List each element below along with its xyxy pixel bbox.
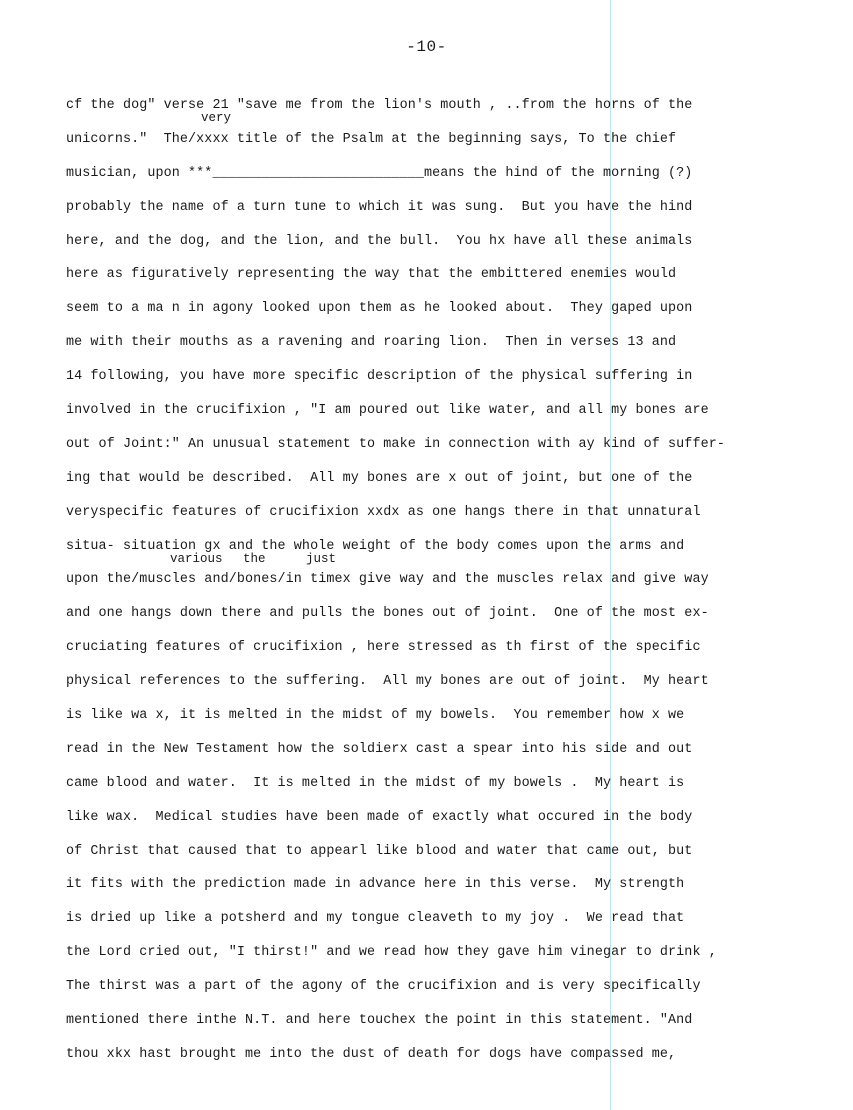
interlinear-insertion: the (243, 552, 266, 566)
text-line: is dried up like a potsherd and my tongue cleaveth to my joy . We read that (66, 911, 685, 927)
typewritten-body (66, 95, 766, 1078)
text-line: seem to a ma n in agony looked upon them as he looked about. They gaped upon (66, 301, 693, 317)
text-line: cruciating features of crucifixion , here stressed as th first of the specific (66, 640, 701, 656)
text-line: involved in the crucifixion , "I am poured out like water, and all my bones are (66, 403, 709, 419)
text-line: 14 following, you have more specific description of the physical suffering in (66, 369, 693, 385)
text-line: probably the name of a turn tune to which it was sung. But you have the hind (66, 199, 693, 215)
text-line: veryspecific features of crucifixion xxdx as one hangs there in that unnatural (66, 504, 701, 520)
text-line: ing that would be described. All my bones are x out of joint, but one of the (66, 470, 693, 486)
text-line: came blood and water. It is melted in the midst of my bowels . My heart is (66, 775, 685, 791)
text-line: thou xkx hast brought me into the dust of death for dogs have compassed me, (66, 1046, 677, 1062)
text-line: read in the New Testament how the soldierx cast a spear into his side and out (66, 741, 693, 757)
text-line: upon the/muscles and/bones/in timex give way and the muscles relax and give way (66, 572, 709, 588)
page-number: -10- (406, 38, 447, 56)
text-line: the Lord cried out, "I thirst!" and we read how they gave him vinegar to drink , (66, 945, 717, 961)
text-line: The thirst was a part of the agony of the crucifixion and is very specifically (66, 979, 701, 995)
interlinear-insertion: various (170, 552, 223, 566)
text-line: here, and the dog, and the lion, and the bull. You hx have all these animals (66, 233, 693, 249)
text-line: physical references to the suffering. All my bones are out of joint. My heart (66, 674, 709, 690)
interlinear-insertion: very (201, 111, 232, 125)
text-line: is like wa x, it is melted in the midst of my bowels. You remember how x we (66, 708, 685, 724)
text-line: and one hangs down there and pulls the bones out of joint. One of the most ex- (66, 606, 709, 622)
text-line: situa- situation gx and the whole weight of the body comes upon the arms and (66, 538, 685, 554)
text-line: me with their mouths as a ravening and roaring lion. Then in verses 13 and (66, 335, 677, 351)
text-line: here as figuratively representing the way that the embittered enemies would (66, 267, 677, 283)
text-line: musician, upon ***__________________________means the hind of the morning (?) (66, 165, 693, 181)
text-line: cf the dog" verse 21 "save me from the lion's mouth , ..from the horns of the (66, 98, 693, 113)
text-line: out of Joint:" An unusual statement to make in connection with ay kind of suffer- (66, 436, 725, 452)
text-line: mentioned there inthe N.T. and here touchex the point in this statement. "And (66, 1013, 693, 1029)
interlinear-insertion: just (306, 552, 337, 566)
text-line: of Christ that caused that to appearl like blood and water that came out, but (66, 843, 693, 859)
text-line: like wax. Medical studies have been made of exactly what occured in the body (66, 809, 693, 825)
text-line: unicorns." The/xxxx title of the Psalm at the beginning says, To the chief (66, 131, 677, 147)
text-line: it fits with the prediction made in advance here in this verse. My strength (66, 877, 685, 893)
